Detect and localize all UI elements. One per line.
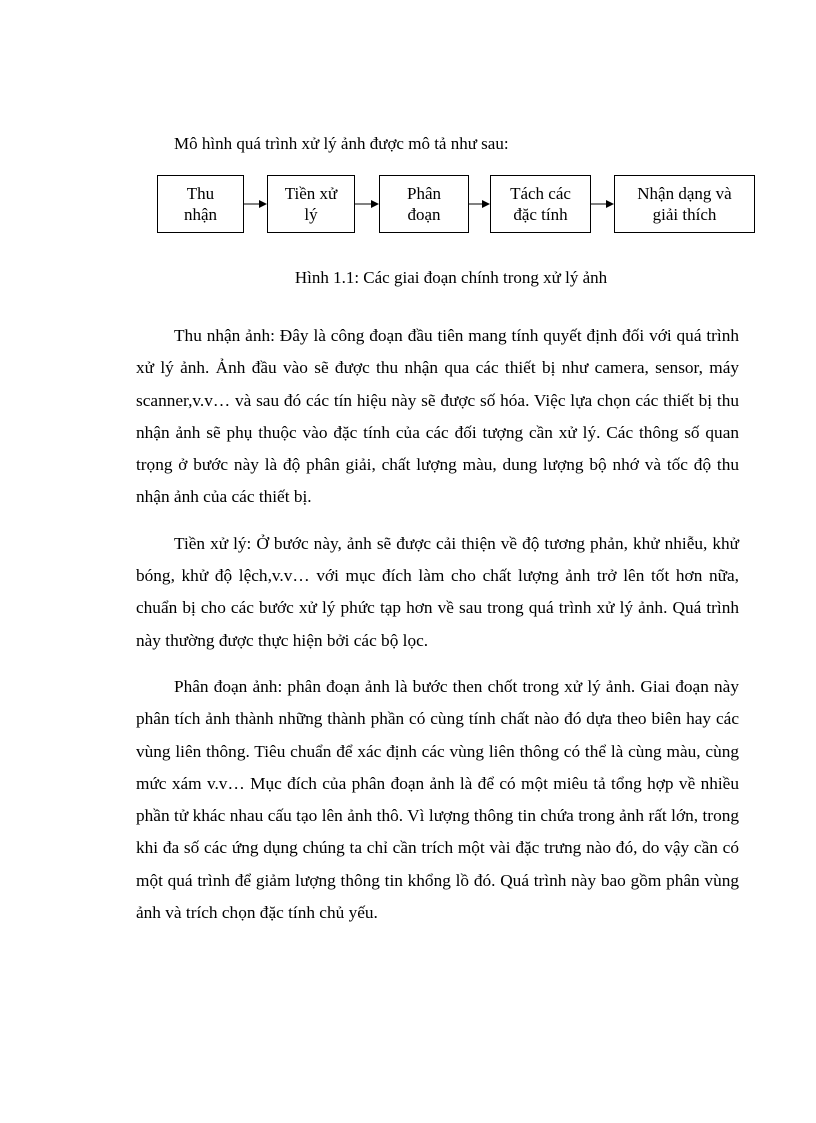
figure-caption: Hình 1.1: Các giai đoạn chính trong xử lý ảnh [294, 268, 608, 287]
diagram-arrows [0, 0, 816, 260]
intro-sentence: Mô hình quá trình xử lý ảnh được mô tả như sau: [174, 134, 509, 153]
stage-label-preprocessing: Tiền xử lý [284, 184, 338, 224]
paragraph-acquisition: Thu nhận ảnh: Đây là công đoạn đầu tiên mang tính quyết định đối với quá trình xử lý ảnh. Ảnh đầu vào sẽ được thu nhận qua các thiết bị như camera, sensor, máy scanner,v.v… và sau đó các tín hiệu này sẽ được số hóa. Việc lựa chọn các thiết bị thu nhận ảnh sẽ phụ thuộc vào đặc tính của các đối tượng cần xử lý. Các thông số quan trọng ở bước này là độ phân giải, chất lượng màu, dung lượng bộ nhớ và tốc độ thu nhận ảnh của các thiết bị. [136, 326, 739, 507]
stage-label-acquisition: Thu nhận [183, 184, 218, 224]
body-text [136, 320, 739, 943]
paragraph-preprocessing: Tiền xử lý: Ở bước này, ảnh sẽ được cải thiện về độ tương phản, khử nhiễu, khử bóng, khử độ lệch,v.v… với mục đích làm cho chất lượng ảnh trở lên tốt hơn nữa, chuẩn bị cho các bước xử lý phức tạp hơn về sau trong quá trình xử lý ảnh. Quá trình này thường được thực hiện bởi các bộ lọc. [136, 533, 739, 650]
stage-label-recognition: Nhận dạng và giải thích [637, 184, 732, 224]
paragraph-segmentation: Phân đoạn ảnh: phân đoạn ảnh là bước then chốt trong xử lý ảnh. Giai đoạn này phân tích ảnh thành những thành phần có cùng tính chất nào đó dựa theo biên hay các vùng liên thông. Tiêu chuẩn để xác định các vùng liên thông có thể là cùng màu, cùng mức xám v.v… Mục đích của phân đoạn ảnh là để có một miêu tả tổng hợp về nhiều phần tử khác nhau cấu tạo lên ảnh thô. Vì lượng thông tin chứa trong ảnh rất lớn, trong khi đa số các ứng dụng chúng ta chỉ cần trích một vài đặc trưng nào đó, do vậy cần có một quá trình để giảm lượng thông tin khổng lồ đó. Quá trình này bao gồm phân vùng ảnh và trích chọn đặc tính chủ yếu. [136, 676, 739, 923]
process-diagram [0, 0, 816, 260]
stage-label-feature-extraction: Tách các đặc tính [510, 184, 571, 224]
stage-label-segmentation: Phân đoạn [407, 184, 441, 224]
